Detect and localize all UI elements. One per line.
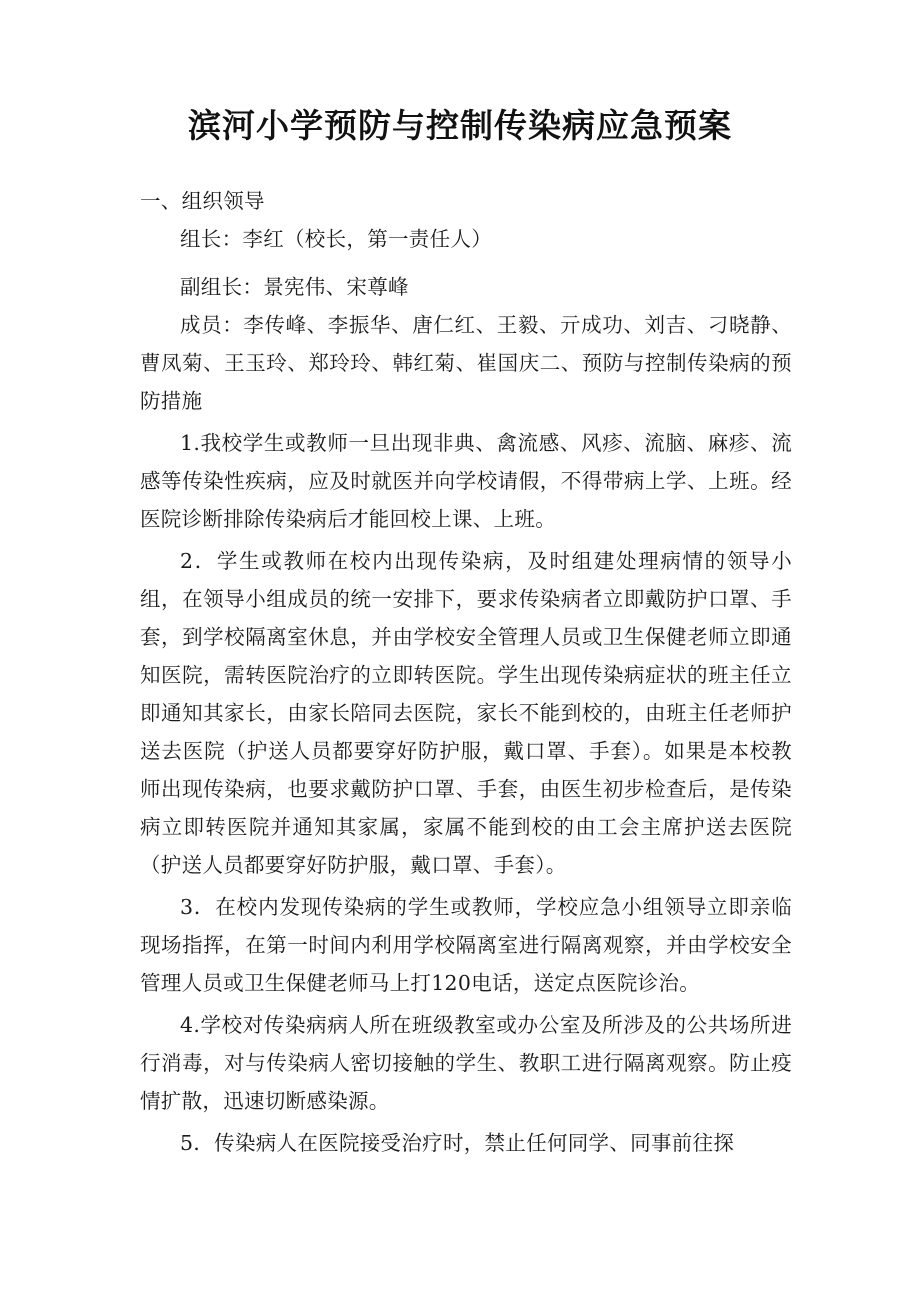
measure-item-5: 5．传染病人在医院接受治疗时，禁止任何同学、同事前往探 <box>180 1131 735 1155</box>
deputy-leaders-line: 副组长：景宪伟、宋尊峰 <box>180 275 409 299</box>
measure-item-3: 3．在校内发现传染病的学生或教师，学校应急小组领导立即亲临现场指挥，在第一时间内利用学校隔离室进行隔离观察，并由学校安全管理人员或卫生保健老师马上打120电话，送定点医院诊治。 <box>140 895 792 995</box>
measure-item-2: 2．学生或教师在校内出现传染病，及时组建处理病情的领导小组，在领导小组成员的统一安排下，要求传染病者立即戴防护口罩、手套，到学校隔离室休息，并由学校安全管理人员或卫生保健老师立即通知医院，需转医院治疗的立即转医院。学生出现传染病症状的班主任立即通知其家长，由家长陪同去医院，家长不能到校的，由班主任老师护送去医院（护送人员都要穿好防护服，戴口罩、手套）。如果是本校教师出现传染病，也要求戴防护口罩、手套，由医生初步检查后，是传染病立即转医院并通知其家属，家属不能到校的由工会主席护送去医院（护送人员都要穿好防护服，戴口罩、手套）。 <box>140 549 792 877</box>
document-body <box>140 182 792 1162</box>
measure-item-4: 4.学校对传染病病人所在班级教室或办公室及所涉及的公共场所进行消毒，对与传染病人密切接触的学生、教职工进行隔离观察。防止疫情扩散，迅速切断感染源。 <box>140 1013 792 1113</box>
leader-line: 组长：李红（校长，第一责任人） <box>180 227 492 251</box>
document-title: 滨河小学预防与控制传染病应急预案 <box>188 106 732 145</box>
measure-item-1: 1.我校学生或教师一旦出现非典、禽流感、风疹、流脑、麻疹、流感等传染性疾病，应及时就医并向学校请假，不得带病上学、上班。经医院诊断排除传染病后才能回校上课、上班。 <box>140 431 792 531</box>
section-heading-organization: 一、组织领导 <box>140 189 265 213</box>
members-paragraph: 成员：李传峰、李振华、唐仁红、王毅、亓成功、刘吉、刁晓静、曹凤菊、王玉玲、郑玲玲、韩红菊、崔国庆二、预防与控制传染病的预防措施 <box>140 313 792 413</box>
